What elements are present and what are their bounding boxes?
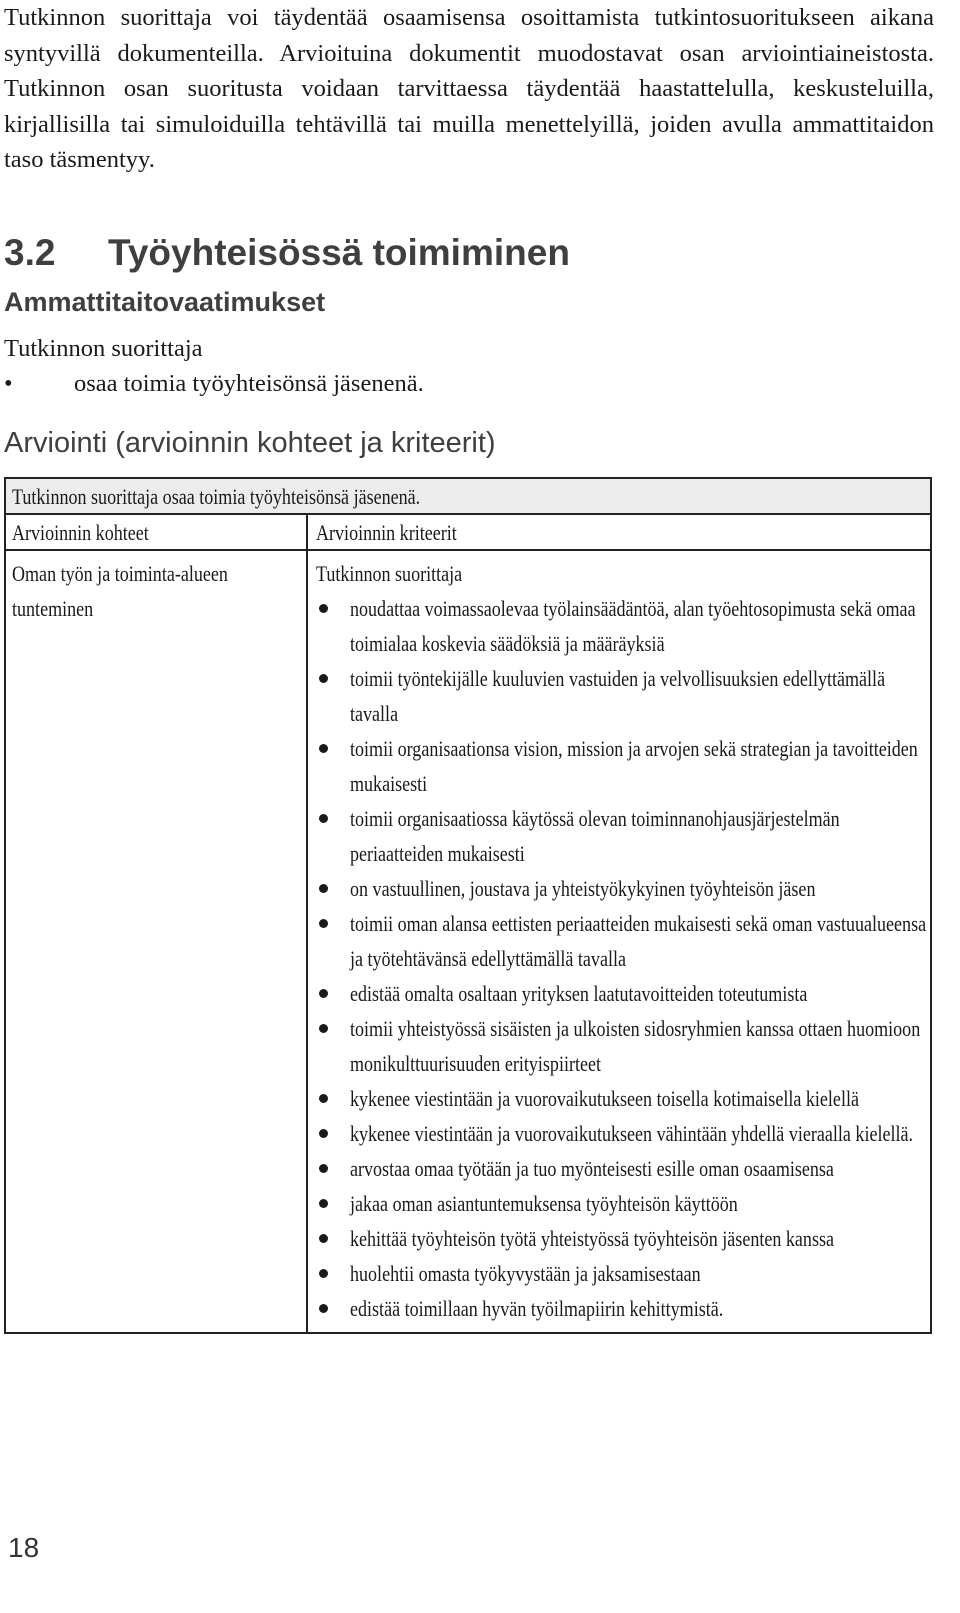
criterion-text: kehittää työyhteisön työtä yhteistyössä työyhteisön jäsenten kanssa — [350, 1226, 834, 1251]
list-item — [316, 661, 930, 731]
criterion-text: noudattaa voimassaolevaa työlainsäädäntöä, alan työehtosopimusta sekä omaa toimialaa koskevia säädöksiä ja määräyksiä — [350, 596, 916, 656]
criterion-text: toimii organisaationsa vision, mission ja arvojen sekä strategian ja tavoitteiden mukaisesti — [350, 736, 918, 796]
target-text: Oman työn ja toiminta-alueen tunteminen — [12, 561, 228, 621]
column-header-criteria-cell — [308, 515, 930, 550]
list-item — [316, 1291, 930, 1326]
criteria-intro: Tutkinnon suorittaja — [316, 561, 463, 586]
bullet-icon — [319, 1164, 328, 1173]
table-row — [6, 551, 930, 1332]
list-item — [316, 871, 930, 906]
requirements-item — [4, 370, 424, 398]
criterion-text: huolehtii omasta työkyvystään ja jaksamisestaan — [350, 1261, 701, 1286]
list-item — [316, 906, 930, 976]
intro-paragraph: Tutkinnon suorittaja voi täydentää osaamisensa osoittamista tutkintosuoritukseen aikana syntyvillä dokumenteilla. Arvioituina dokumentit muodostavat osan arviointiaineistosta. Tutkinnon osan suoritusta voidaan tarvittaessa täydentää haastattelulla, keskusteluilla, kirjallisilla tai simuloiduilla tehtävillä tai muilla menettelyillä, joiden avulla ammattitaidon taso täsmentyy. — [4, 4, 934, 173]
list-item — [316, 1116, 930, 1151]
list-item — [316, 801, 930, 871]
page-number: 18 — [8, 1532, 40, 1563]
assessment-heading: Arviointi (arvioinnin kohteet ja kriteerit) — [4, 427, 496, 459]
bullet-icon — [319, 1304, 328, 1313]
criterion-text: on vastuullinen, joustava ja yhteistyökykyinen työyhteisön jäsen — [350, 876, 816, 901]
section-number: 3.2 — [4, 232, 56, 273]
bullet-icon — [319, 1094, 328, 1103]
column-header-targets-cell — [6, 515, 308, 550]
bullet-icon — [319, 814, 328, 823]
list-item — [316, 591, 930, 661]
list-item — [316, 1151, 930, 1186]
criterion-text: kykenee viestintään ja vuorovaikutukseen vähintään yhdellä vieraalla kielellä. — [350, 1121, 914, 1146]
criterion-text: toimii työntekijälle kuuluvien vastuiden ja velvollisuuksien edellyttämällä tavalla — [350, 666, 886, 726]
criterion-text: kykenee viestintään ja vuorovaikutukseen toisella kotimaisella kielellä — [350, 1086, 859, 1111]
criteria-table — [4, 477, 932, 1334]
criterion-text: toimii oman alansa eettisten periaatteiden mukaisesti sekä oman vastuualueensa ja työtehtävänsä edellyttämällä tavalla — [350, 911, 927, 971]
bullet-icon: • — [4, 370, 13, 397]
list-item — [316, 1081, 930, 1116]
list-item — [316, 731, 930, 801]
table-column-headers — [6, 515, 930, 551]
list-item — [316, 1256, 930, 1291]
requirements-subject: Tutkinnon suorittaja — [4, 335, 203, 362]
criteria-list — [316, 591, 930, 1326]
criterion-text: toimii yhteistyössä sisäisten ja ulkoisten sidosryhmien kanssa ottaen huomioon monikulttuurisuuden erityispiirteet — [350, 1016, 921, 1076]
bullet-icon — [319, 919, 328, 928]
bullet-icon — [319, 674, 328, 683]
target-cell — [6, 551, 308, 1332]
criterion-text: toimii organisaatiossa käytössä olevan toiminnanohjausjärjestelmän periaatteiden mukaisesti — [350, 806, 840, 866]
section-heading — [4, 232, 570, 274]
table-title: Tutkinnon suorittaja osaa toimia työyhteisönsä jäsenenä. — [12, 483, 421, 509]
bullet-icon — [319, 1024, 328, 1033]
bullet-icon — [319, 989, 328, 998]
criterion-text: arvostaa omaa työtään ja tuo myönteisesti esille oman osaamisensa — [350, 1156, 834, 1181]
section-title: Työyhteisössä toimiminen — [108, 232, 570, 273]
criterion-text: jakaa oman asiantuntemuksensa työyhteisön käyttöön — [350, 1191, 738, 1216]
bullet-icon — [319, 1129, 328, 1138]
criteria-cell — [308, 551, 930, 1332]
intro-text — [4, 0, 934, 178]
table-title-row — [6, 479, 930, 515]
column-header-criteria: Arvioinnin kriteerit — [316, 519, 457, 545]
criterion-text: edistää toimillaan hyvän työilmapiirin kehittymistä. — [350, 1296, 724, 1321]
requirements-heading: Ammattitaitovaatimukset — [4, 287, 326, 317]
criterion-text: edistää omalta osaltaan yrityksen laatutavoitteiden toteutumista — [350, 981, 808, 1006]
bullet-icon — [319, 1199, 328, 1208]
list-item — [316, 1186, 930, 1221]
column-header-targets: Arvioinnin kohteet — [12, 519, 149, 545]
bullet-icon — [319, 884, 328, 893]
bullet-icon — [319, 744, 328, 753]
list-item — [316, 976, 930, 1011]
bullet-icon — [319, 1269, 328, 1278]
bullet-icon — [319, 1234, 328, 1243]
list-item — [316, 1011, 930, 1081]
bullet-icon — [319, 604, 328, 613]
requirements-item-text: osaa toimia työyhteisönsä jäsenenä. — [74, 370, 424, 397]
list-item — [316, 1221, 930, 1256]
